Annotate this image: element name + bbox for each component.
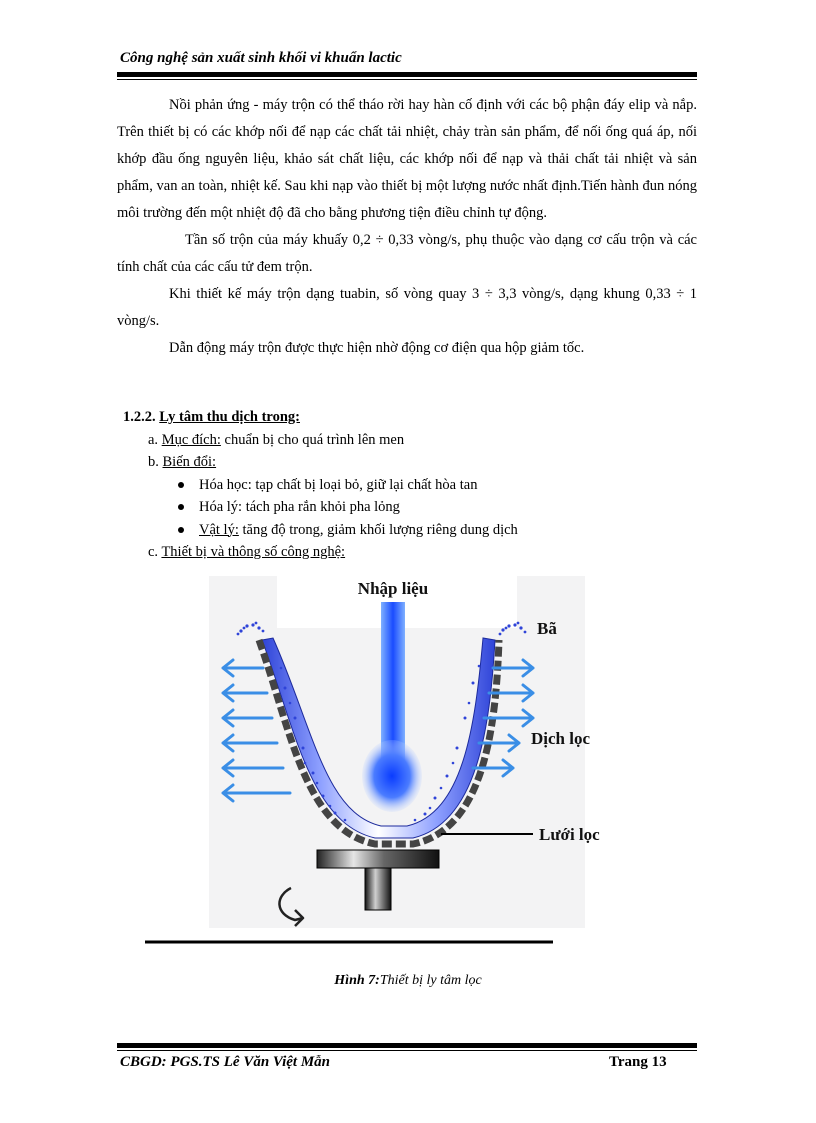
- footer-rule-thin: [117, 1050, 697, 1051]
- item-changes-prefix: b.: [148, 454, 163, 470]
- label-feed: Nhập liệu: [357, 579, 429, 598]
- bullet-icon: [178, 504, 184, 510]
- item-purpose-label: Mục đích:: [161, 431, 221, 448]
- caption-label: Hình 7:: [334, 973, 380, 988]
- item-changes-label: Biến đổi:: [162, 454, 217, 470]
- item-changes: [148, 451, 518, 474]
- paragraph-turbine: Khi thiết kế máy trộn dạng tuabin, số vòng quay 3 ÷ 3,3 vòng/s, dạng khung 0,33 ÷ 1 vòng/s.: [117, 286, 697, 329]
- footer-author: CBGD: PGS.TS Lê Văn Việt Mẫn: [120, 1054, 331, 1070]
- section-title: Ly tâm thu dịch trong:: [159, 409, 300, 425]
- centrifuge-figure: [145, 568, 665, 948]
- bullet-item: [178, 519, 518, 542]
- bullet-icon: [178, 482, 184, 488]
- bullet-item: [178, 496, 518, 519]
- paragraph-drive: Dẫn động máy trộn được thực hiện nhờ động cơ điện qua hộp giảm tốc.: [169, 340, 585, 356]
- item-equipment-label: Thiết bị và thông số công nghệ:: [161, 544, 346, 560]
- bullet-icon: [178, 527, 184, 533]
- section-heading: [123, 406, 518, 429]
- item-purpose-text: chuẩn bị cho quá trình lên men: [220, 431, 405, 448]
- footer-page-number: Trang 13: [609, 1054, 667, 1070]
- figure-caption: [0, 973, 816, 989]
- label-residue: Bã: [537, 619, 557, 638]
- basket-base: [317, 850, 439, 868]
- liquid-impact: [362, 740, 422, 812]
- section-number: 1.2.2.: [123, 409, 156, 425]
- section-centrifuge: [123, 406, 518, 564]
- bullet-item: [178, 474, 518, 497]
- bullet-text: Hóa học: tạp chất bị loại bỏ, giữ lại chất hòa tan: [199, 476, 478, 493]
- bullet-list: [178, 474, 518, 542]
- item-purpose-prefix: a.: [148, 431, 162, 448]
- footer-rule: [117, 1043, 697, 1048]
- body-text: [117, 92, 697, 362]
- item-purpose: [148, 429, 518, 452]
- header-rule: [117, 72, 697, 77]
- label-filtrate: Dịch lọc: [531, 729, 591, 748]
- paragraph-reactor: Nồi phản ứng - máy trộn có thể tháo rời hay hàn cố định với các bộ phận đáy elip và nắp. Trên thiết bị có các khớp nối để nạp các chất tải nhiệt, chảy tràn sản phẩm, để nối ống quá áp, nối khớp đầu ống nguyên liệu, khảo sát chất liệu, các khớp nối để nạp và thải chất tải nhiệt và sản phẩm, van an toàn, nhiệt kế. Sau khi nạp vào thiết bị một lượng nước nhất định.Tiến hành đun nóng môi trường đến một nhiệt độ đã cho bằng phương tiện điều chỉnh tự động.: [117, 97, 697, 221]
- drive-shaft: [365, 868, 391, 910]
- bullet-text: tăng độ trong, giảm khối lượng riêng dung dịch: [238, 521, 518, 538]
- header-title: Công nghệ sản xuất sinh khối vi khuẩn lactic: [120, 50, 402, 66]
- label-screen: Lưới lọc: [539, 825, 600, 844]
- paragraph-mixing-frequency: Tần số trộn của máy khuấy 0,2 ÷ 0,33 vòng/s, phụ thuộc vào dạng cơ cấu trộn và các tính chất của các cấu tử đem trộn.: [117, 232, 697, 275]
- bullet-text: Hóa lý: tách pha rắn khỏi pha lỏng: [199, 499, 400, 515]
- item-equipment: [148, 541, 518, 564]
- centrifuge-diagram: [145, 568, 665, 948]
- caption-text: Thiết bị ly tâm lọc: [379, 973, 482, 988]
- header-rule-thin: [117, 79, 697, 80]
- item-equipment-prefix: c.: [148, 544, 162, 560]
- bullet-prefix: Vật lý:: [199, 521, 239, 538]
